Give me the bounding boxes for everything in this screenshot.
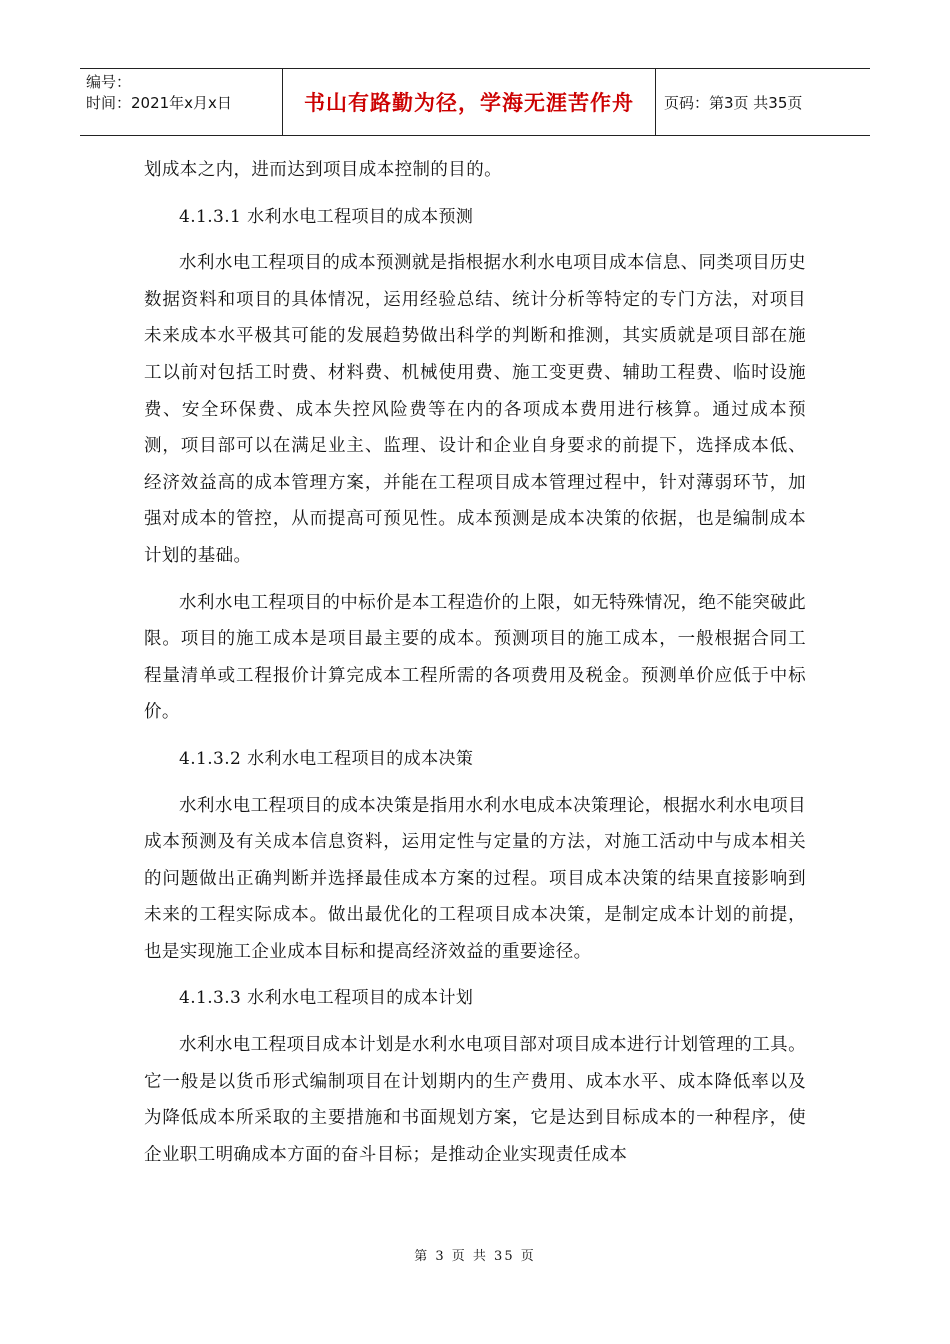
document-body <box>144 152 806 1183</box>
paragraph-bid-price: 水利水电工程项目的中标价是本工程造价的上限，如无特殊情况，绝不能突破此限。项目的施工成本是项目最主要的成本。预测项目的施工成本，一般根据合同工程量清单或工程报价计算完成本工程所需的各项费用及税金。预测单价应低于中标价。 <box>144 592 806 723</box>
header-motto: 书山有路勤为径，学海无涯苦作舟 <box>282 69 656 135</box>
section-heading-4-1-3-2: 4.1.3.2 水利水电工程项目的成本决策 <box>179 748 474 769</box>
document-header <box>80 68 870 136</box>
paragraph-cost-decision: 水利水电工程项目的成本决策是指用水利水电成本决策理论，根据水利水电项目成本预测及有关成本信息资料，运用定性与定量的方法，对施工活动中与成本相关的问题做出正确判断并选择最佳成本方案的过程。项目成本决策的结果直接影响到未来的工程实际成本。做出最优化的工程项目成本决策，是制定成本计划的前提，也是实现施工企业成本目标和提高经济效益的重要途径。 <box>144 795 806 962</box>
section-heading-4-1-3-1: 4.1.3.1 水利水电工程项目的成本预测 <box>179 206 474 227</box>
paragraph-cost-plan: 水利水电工程项目成本计划是水利水电项目部对项目成本进行计划管理的工具。它一般是以货币形式编制项目在计划期内的生产费用、成本水平、成本降低率以及为降低成本所采取的主要措施和书面规划方案，它是达到目标成本的一种程序，使企业职工明确成本方面的奋斗目标；是推动企业实现责任成本 <box>144 1035 806 1165</box>
section-heading-4-1-3-3: 4.1.3.3 水利水电工程项目的成本计划 <box>179 988 474 1009</box>
code-label: 编号： <box>86 73 132 91</box>
page-footer: 第 3 页 共 35 页 <box>414 1249 536 1264</box>
paragraph-cost-forecast: 水利水电工程项目的成本预测就是指根据水利水电项目成本信息、同类项目历史数据资料和项目的具体情况，运用经验总结、统计分析等特定的专门方法，对项目未来成本水平极其可能的发展趋势做出科学的判断和推测，其实质就是项目部在施工以前对包括工时费、材料费、机械使用费、施工变更费、辅助工程费、临时设施费、安全环保费、成本失控风险费等在内的各项成本费用进行核算。通过成本预测，项目部可以在满足业主、监理、设计和企业自身要求的前提下，选择成本低、经济效益高的成本管理方案，并能在工程项目成本管理过程中，针对薄弱环节，加强对成本的管控，从而提高可预见性。成本预测是成本决策的依据，也是编制成本计划的基础。 <box>144 253 806 566</box>
header-page-info: 页码：第3页 共35页 <box>664 93 803 112</box>
header-meta <box>80 69 282 135</box>
time-label: 时间：2021年x月x日 <box>86 94 232 112</box>
paragraph-continuation: 划成本之内，进而达到项目成本控制的目的。 <box>144 160 502 180</box>
